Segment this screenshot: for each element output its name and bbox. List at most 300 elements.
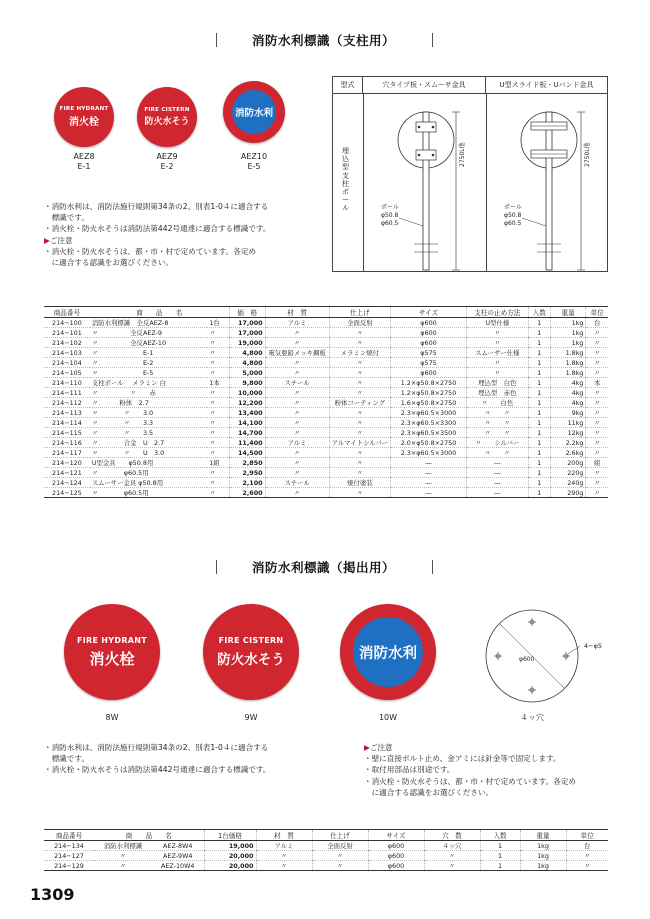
sign-fire-hydrant-large [64, 604, 160, 700]
table-cell: φ600 [391, 368, 467, 378]
table-cell: スチール [265, 478, 329, 488]
table-cell: 〃 [207, 328, 229, 338]
table-cell: 1 [528, 488, 550, 498]
table-cell: 〃 [586, 418, 608, 428]
table-cell: AEZ-9W4 [152, 851, 204, 861]
pole-diameter: φ50.8 [381, 212, 399, 219]
table-cell: 電気亜鉛メッキ鋼板 [265, 348, 329, 358]
table-cell: 1 [528, 468, 550, 478]
table-cell: 214−129 [44, 861, 94, 871]
table-cell: 〃 φ60.5用 [90, 468, 207, 478]
sign-model: AEZ9 [156, 152, 178, 161]
note-line: ・消火栓・防火水そうは消防法第442号通達に適合する標識です。 [44, 765, 271, 775]
table-cell: 9kg [550, 408, 586, 418]
table-row [44, 408, 608, 418]
table-row [44, 851, 608, 861]
table-cell: 〃 [265, 488, 329, 498]
table-cell: 12,200 [229, 398, 265, 408]
table-cell: 1.6×φ50.8×2750 [391, 398, 467, 408]
table-cell: 埋込型 赤色 [466, 388, 528, 398]
table-cell: 〃 [207, 478, 229, 488]
table-cell: 〃 [466, 328, 528, 338]
table-cell: 1.8kg [550, 348, 586, 358]
table-cell: 20,000 [204, 851, 256, 861]
sign-water-source-small [223, 81, 285, 143]
sign-line2: 消火栓 [89, 649, 135, 668]
table-cell: 1 [528, 438, 550, 448]
th-price: 価 格 [229, 307, 265, 318]
table-cell: 〃 白色 [466, 398, 528, 408]
table-header [44, 830, 608, 841]
table-cell: 〃 [586, 398, 608, 408]
diagram-side-label: 埋込型支柱ポール [342, 147, 349, 213]
table-cell: 〃 [586, 348, 608, 358]
hole-count-spec: 4−φ5 [584, 642, 603, 650]
height-label: 2750L他 [459, 142, 466, 167]
table-cell: 〃 [586, 368, 608, 378]
table-cell: 支柱ポール メラミン 白 [90, 378, 207, 388]
table-cell: 〃 [94, 851, 152, 861]
table-cell: 〃 〃 3.0 [90, 408, 207, 418]
table-cell: 220g [550, 468, 586, 478]
table-cell: 〃 [329, 468, 391, 478]
caution-line: ・消火栓・防火水そうは、都・市・村で定めています。各定め [364, 776, 577, 786]
table-cell: AEZ-8W4 [152, 841, 204, 851]
table-cell: 214−121 [44, 468, 90, 478]
table-cell: 全面反射 [312, 841, 368, 851]
table-cell: 〃 [329, 458, 391, 468]
table-cell: 11,400 [229, 438, 265, 448]
table-cell: スムーサー金具 φ50.8用 [90, 478, 207, 488]
table-cell: 214−112 [44, 398, 90, 408]
table-cell: 4kg [550, 398, 586, 408]
section1-notes [44, 201, 314, 268]
caution-line: ・取付用部品は別途です。 [364, 765, 455, 775]
table-cell: 〃 [586, 358, 608, 368]
table-cell: 埋込型 白色 [466, 378, 528, 388]
section1-title: 消防水利標識（支柱用） [252, 33, 396, 48]
table-cell: U型仕様 [466, 318, 528, 328]
table-cell: 〃 〃 U 3.0 [90, 448, 207, 458]
table-cell: 214−127 [44, 851, 94, 861]
table-cell: 1.2×φ50.8×2750 [391, 378, 467, 388]
table-cell: 〃 φ60.5用 [90, 488, 207, 498]
table-cell: 〃 [586, 448, 608, 458]
diagram-col-b: U型スライド板・Uバンド金具 [499, 81, 594, 89]
sign-line2: 消防水利 [359, 645, 417, 662]
table-cell: φ575 [391, 358, 467, 368]
table-cell: 5,000 [229, 368, 265, 378]
table-cell: 〃 全反AEZ-10 [90, 338, 207, 348]
table-cell: 1 [528, 398, 550, 408]
table-cell: 1 [480, 851, 520, 861]
table-cell: 〃 [265, 328, 329, 338]
table-cell: 1 [528, 338, 550, 348]
table-cell: 1本 [207, 378, 229, 388]
sign-model: 8W [105, 713, 119, 722]
sign-model: 9W [244, 713, 258, 722]
table-cell: 214−102 [44, 338, 90, 348]
sign-model: AEZ8 [73, 152, 95, 161]
table-cell: 4kg [550, 378, 586, 388]
table-cell: 1kg [550, 318, 586, 328]
table-cell: 〃 〃 赤 [90, 388, 207, 398]
th-unit: 単位 [586, 307, 608, 318]
table-cell: 4kg [550, 388, 586, 398]
table-cell: φ600 [368, 851, 424, 861]
table-cell: φ575 [391, 348, 467, 358]
table-cell: 214−117 [44, 448, 90, 458]
table-cell: 〃 [265, 398, 329, 408]
table-cell: 〃 [265, 408, 329, 418]
table-cell: 焼付塗装 [329, 478, 391, 488]
table-cell: 〃 [207, 488, 229, 498]
table-cell: 1 [528, 358, 550, 368]
table-row [44, 398, 608, 408]
table-row [44, 348, 608, 358]
sign-line2: 防火水そう [144, 117, 190, 127]
table-cell: 〃 粉体 2.7 [90, 398, 207, 408]
table-cell: ― [466, 478, 528, 488]
table-cell: 19,000 [229, 338, 265, 348]
table-cell: 本 [586, 378, 608, 388]
th-finish: 仕上げ [312, 830, 368, 841]
sign-line1: FIRE HYDRANT [76, 635, 148, 645]
hole-diameter: φ600 [519, 656, 535, 663]
table-cell: 2.6kg [550, 448, 586, 458]
table-cell: メラミン焼付 [329, 348, 391, 358]
sign-fire-cistern-large [203, 604, 299, 700]
table-cell: 〃 E-5 [90, 368, 207, 378]
diagram-col-a: 穴タイプ板・スムーサ金具 [363, 77, 486, 93]
table-cell: 〃 [586, 408, 608, 418]
table-cell: 〃 [329, 388, 391, 398]
table-cell: 20,000 [204, 861, 256, 871]
table-cell: 〃 [265, 468, 329, 478]
pole-diameter: φ60.5 [381, 220, 399, 227]
table-cell: 1 [480, 841, 520, 851]
pole-label-b [504, 204, 522, 228]
table-cell: 19,000 [204, 841, 256, 851]
table-row [44, 841, 608, 851]
table-cell: 214−120 [44, 458, 90, 468]
pole-label-a [381, 204, 399, 228]
table-cell: 1 [480, 861, 520, 871]
table-cell: ― [466, 468, 528, 478]
table-row [44, 418, 608, 428]
title-divider-left [216, 33, 217, 47]
table-cell: φ600 [368, 841, 424, 851]
table-cell: 2,950 [229, 468, 265, 478]
table-row [44, 488, 608, 498]
table-cell: 2.3×φ60.5×3500 [391, 428, 467, 438]
table-cell: 17,000 [229, 328, 265, 338]
table-cell: 〃 [424, 861, 480, 871]
table-cell: 1.8kg [550, 368, 586, 378]
table-row [44, 861, 608, 871]
table-cell: 214−114 [44, 418, 90, 428]
table-cell: 〃 [312, 861, 368, 871]
sign-line1: FIRE CISTERN [218, 636, 284, 645]
table-cell: アルミ [265, 318, 329, 328]
table-cell: 〃 [207, 448, 229, 458]
table-cell: 〃 [586, 488, 608, 498]
table-cell: アルミ [265, 438, 329, 448]
table-cell: ４ッ穴 [424, 841, 480, 851]
table-cell: 〃 [265, 428, 329, 438]
sign-fire-hydrant-small [54, 87, 114, 147]
table-cell: 2.2kg [550, 438, 586, 448]
table-cell: 〃 合金 U 2.7 [90, 438, 207, 448]
table-cell: 214−101 [44, 328, 90, 338]
table-cell: 214−104 [44, 358, 90, 368]
sign-line1: FIRE CISTERN [144, 107, 190, 113]
table-cell: ― [466, 488, 528, 498]
sign-line2: 防火水そう [217, 652, 285, 668]
table-cell: 〃 〃 [466, 418, 528, 428]
note-line: ・消防水利は、消防法施行規則第34条の2、別表1-0４に適合する [44, 202, 269, 211]
table-cell: 9,800 [229, 378, 265, 388]
table-cell: 〃 [329, 418, 391, 428]
table-cell: 〃 [586, 438, 608, 448]
table-row [44, 438, 608, 448]
th-finish: 仕上げ [329, 307, 391, 318]
table-cell: 台 [586, 318, 608, 328]
table-cell: 1 [528, 388, 550, 398]
table-cell: 17,000 [229, 318, 265, 328]
table-cell: 214−113 [44, 408, 90, 418]
table-cell: 〃 [329, 328, 391, 338]
table-cell: 290g [550, 488, 586, 498]
table-cell: 〃 [329, 448, 391, 458]
section2-notes [44, 742, 334, 776]
th-qty: 入数 [480, 830, 520, 841]
table-cell: 2,600 [229, 488, 265, 498]
table-cell: U型金具 φ50.8用 [90, 458, 207, 468]
table-cell: 2.3×φ60.5×3300 [391, 418, 467, 428]
th-weight: 重量 [520, 830, 566, 841]
table-cell: 240g [550, 478, 586, 488]
diagram-hole-type [364, 94, 486, 272]
th-name: 商 品 名 [94, 830, 204, 841]
table-cell: 〃 [329, 428, 391, 438]
th-code: 商品番号 [44, 307, 90, 318]
th-mount: 支柱の止め方法 [466, 307, 528, 318]
caution-line: に適合する認識をお選びください。 [44, 258, 174, 268]
table-cell: 1 [528, 458, 550, 468]
pole-diameter: φ60.5 [504, 220, 522, 227]
note-line: ・消火栓・防火水そうは消防法第442号通達に適合する標識です。 [44, 224, 271, 234]
sign-water-source-large [340, 604, 436, 700]
sign-model: AEZ10 [240, 152, 268, 161]
table-cell: 〃 [207, 348, 229, 358]
sign-line2: 消防水利 [234, 108, 273, 119]
table-cell: ― [391, 468, 467, 478]
caution-line: ・消火栓・防火水そうは、都・市・村で定めています。各定め [44, 246, 257, 256]
table-cell: 〃 [329, 408, 391, 418]
caution-heading [364, 742, 614, 753]
pole-diameter: φ50.8 [504, 212, 522, 219]
table-cell: 214−103 [44, 348, 90, 358]
sign-code: E-2 [160, 162, 174, 171]
table-cell: 2,100 [229, 478, 265, 488]
table-cell: スチール [265, 378, 329, 388]
table-cell: 14,100 [229, 418, 265, 428]
table-cell: AEZ-10W4 [152, 861, 204, 871]
table-cell: 214−124 [44, 478, 90, 488]
table-row [44, 318, 608, 328]
table-cell: 1 [528, 368, 550, 378]
table-cell: 214−125 [44, 488, 90, 498]
table-cell: 〃 〃 3.5 [90, 428, 207, 438]
table-cell: 1kg [520, 841, 566, 851]
table-cell: ― [391, 488, 467, 498]
section2-title: 消防水利標識（掲出用） [252, 560, 396, 575]
table-cell: 1kg [550, 328, 586, 338]
table-cell: 1.2×φ50.8×2750 [391, 388, 467, 398]
triangle-marker-icon: ▶ [44, 235, 50, 245]
table-cell: 2.3×φ60.5×3000 [391, 408, 467, 418]
note-line: 標識です。 [44, 213, 89, 223]
table-cell: 10,000 [229, 388, 265, 398]
caution-title: ご注意 [49, 235, 73, 245]
table-cell: 〃 [265, 418, 329, 428]
table-row [44, 338, 608, 348]
table-cell: 〃 〃 [466, 408, 528, 418]
triangle-marker-icon: ▶ [364, 743, 370, 752]
table-cell: 〃 [424, 851, 480, 861]
table-cell: 台 [566, 841, 608, 851]
sign-code: E-1 [77, 162, 91, 171]
th-material: 材 質 [256, 830, 312, 841]
hole-label: ４ッ穴 [520, 713, 544, 722]
note-line: 標識です。 [44, 754, 89, 764]
table-cell: 〃 [207, 468, 229, 478]
mounting-diagram [332, 76, 608, 272]
th-price: 1台価格 [204, 830, 256, 841]
table-cell: 12kg [550, 428, 586, 438]
table-cell: 組 [586, 458, 608, 468]
table-cell: 〃 [329, 368, 391, 378]
table-cell: 1 [528, 478, 550, 488]
table-cell: 〃 [94, 861, 152, 871]
table-cell: ― [391, 458, 467, 468]
table-cell: アルマイトシルバー [329, 438, 391, 448]
table-row [44, 448, 608, 458]
note-line: ・消防水利は、消防法施行規則第34条の2、別表1-0４に適合する [44, 743, 269, 752]
table-cell: 〃 [586, 328, 608, 338]
table-cell: 1 [528, 428, 550, 438]
th-name: 商 品 名 [90, 307, 229, 318]
table-cell: 1kg [520, 861, 566, 871]
th-code: 商品番号 [44, 830, 94, 841]
table-cell: 1 [528, 348, 550, 358]
pole-label: ポール [381, 204, 399, 211]
table-cell: 214−110 [44, 378, 90, 388]
table-row [44, 368, 608, 378]
table-cell: 1.8kg [550, 358, 586, 368]
table-cell: 〃 [329, 378, 391, 388]
table-cell: 〃 [466, 368, 528, 378]
table-cell: 〃 [466, 338, 528, 348]
table-cell: 4,800 [229, 348, 265, 358]
table-cell: 〃 [207, 438, 229, 448]
table-cell: 〃 [586, 338, 608, 348]
table-cell: 1 [528, 378, 550, 388]
table-cell: φ600 [391, 328, 467, 338]
table-cell: 14,500 [229, 448, 265, 458]
table-cell: 〃 [586, 388, 608, 398]
table-row [44, 358, 608, 368]
table-cell: 〃 [329, 358, 391, 368]
table-cell: 〃 [566, 851, 608, 861]
table-cell: 〃 [207, 368, 229, 378]
table-cell: φ600 [368, 861, 424, 871]
table-cell: 全面反射 [329, 318, 391, 328]
table-cell: 2,850 [229, 458, 265, 468]
table-cell: 〃 [312, 851, 368, 861]
table-cell: 214−100 [44, 318, 90, 328]
table-row [44, 468, 608, 478]
table-cell: 〃 [207, 418, 229, 428]
table-cell: 〃 [265, 388, 329, 398]
th-qty: 入数 [528, 307, 550, 318]
sign-line2: 消火栓 [69, 117, 99, 128]
table-cell: 〃 [586, 478, 608, 488]
caution-line: に適合する認識をお選びください。 [364, 787, 494, 797]
th-material: 材 質 [265, 307, 329, 318]
section2-price-table [44, 829, 608, 871]
table-cell: 〃 [207, 388, 229, 398]
table-row [44, 378, 608, 388]
sign-line1: FIRE HYDRANT [59, 106, 109, 112]
table-cell: アルミ [256, 841, 312, 851]
table-cell: 2.0×φ50.8×2750 [391, 438, 467, 448]
pole-label: ポール [504, 204, 522, 211]
table-cell: 〃 〃 [466, 428, 528, 438]
table-cell: ― [466, 458, 528, 468]
th-weight: 重量 [550, 307, 586, 318]
table-row [44, 388, 608, 398]
table-cell: 〃 [265, 448, 329, 458]
height-label: 2750L他 [584, 142, 591, 167]
diagram-u-slide-type [487, 94, 608, 272]
table-cell: 214−111 [44, 388, 90, 398]
table-cell: 4,800 [229, 358, 265, 368]
table-cell: 粉体コーティング [329, 398, 391, 408]
table-cell: 〃 E-2 [90, 358, 207, 368]
table-cell: 消防水利標識 [94, 841, 152, 851]
table-cell: 214−115 [44, 428, 90, 438]
table-cell: 〃 [207, 358, 229, 368]
diagram-header [333, 77, 607, 94]
table-cell: 200g [550, 458, 586, 468]
table-cell: 214−116 [44, 438, 90, 448]
table-cell: 214−134 [44, 841, 94, 851]
title-divider-right [432, 33, 433, 47]
table-cell: 〃 [329, 488, 391, 498]
table-header [44, 307, 608, 318]
th-size: サイズ [368, 830, 424, 841]
table-cell: 1台 [207, 318, 229, 328]
table-cell: 1 [528, 408, 550, 418]
table-cell: 〃 [586, 468, 608, 478]
table-cell: 〃 [207, 338, 229, 348]
table-cell: 〃 [256, 851, 312, 861]
table-cell: 〃 [207, 398, 229, 408]
th-size: サイズ [391, 307, 467, 318]
table-cell: 〃 E-1 [90, 348, 207, 358]
